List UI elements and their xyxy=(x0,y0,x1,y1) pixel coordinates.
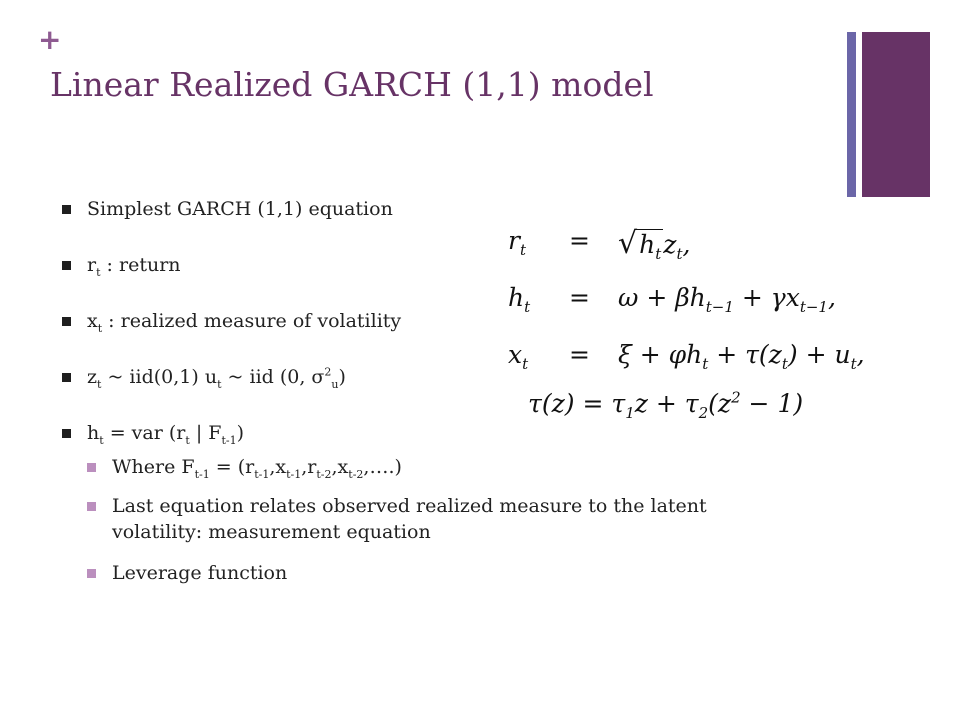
sub-bullet-list xyxy=(87,454,802,586)
eq-sign: = xyxy=(569,226,590,255)
eq-rhs: $√h_tz_t$, xyxy=(618,226,691,263)
bullet-text: Simplest GARCH (1,1) equation xyxy=(87,198,393,220)
bullet-text: : return xyxy=(100,254,181,276)
sub-bullet-text: ,r xyxy=(301,456,317,478)
subscript: t-1 xyxy=(286,467,302,481)
subscript: t xyxy=(96,265,101,279)
bullet-text: ~ iid (0, σ xyxy=(221,366,325,388)
accent-bar-thick xyxy=(862,32,930,197)
sub-bullet-text: ,x xyxy=(331,456,349,478)
eq-lhs: $x_t$ xyxy=(508,340,529,373)
accent-bar-thin xyxy=(847,32,856,197)
subscript: t xyxy=(185,433,190,447)
sub-bullet-item xyxy=(87,493,802,545)
sub-bullet-text: ,x xyxy=(269,456,287,478)
bullet-text: = var (r xyxy=(103,422,186,444)
subscript: t-2 xyxy=(316,467,332,481)
equation-measurement xyxy=(493,332,863,389)
superscript: 2 xyxy=(324,365,332,379)
bullet-text: ~ iid(0,1) u xyxy=(101,366,218,388)
eq-lhs: $r_t$ xyxy=(508,226,526,259)
bullet-text: z xyxy=(87,366,98,388)
eq-rhs: $\omega + \beta h_{t-1} + \gamma x_{t-1}$, xyxy=(618,283,836,316)
equation-block xyxy=(493,218,863,446)
bullet-text: r xyxy=(87,254,97,276)
subscript: t xyxy=(217,377,222,391)
subscript: t xyxy=(97,377,102,391)
eq-leverage-text: $\tau(z) = \tau_1z + \tau_2(z^2 - 1)$ xyxy=(528,388,804,422)
bullet-square-icon xyxy=(62,261,71,270)
sub-bullet-square-icon xyxy=(87,502,96,511)
bullet-square-icon xyxy=(62,317,71,326)
subscript: u xyxy=(331,377,339,391)
subscript: t-1 xyxy=(194,467,210,481)
sub-bullet-square-icon xyxy=(87,463,96,472)
bullet-text: : realized measure of volatility xyxy=(102,310,402,332)
slide-title: Linear Realized GARCH (1,1) model xyxy=(50,65,654,104)
plus-mark: + xyxy=(38,23,62,56)
bullet-text: x xyxy=(87,310,98,332)
bullet-text: ) xyxy=(338,366,346,388)
subscript: t-1 xyxy=(221,433,237,447)
bullet-square-icon xyxy=(62,429,71,438)
sub-bullet-text: = (r xyxy=(209,456,255,478)
subscript: t-2 xyxy=(348,467,364,481)
bullet-square-icon xyxy=(62,373,71,382)
bullet-text: | F xyxy=(189,422,222,444)
equation-leverage xyxy=(493,389,863,446)
sub-bullet-item xyxy=(87,560,802,586)
bullet-text: h xyxy=(87,422,100,444)
sub-bullet-text: ,….) xyxy=(363,456,402,478)
subscript: t xyxy=(99,433,104,447)
equation-variance xyxy=(493,275,863,332)
sub-bullet-text: Leverage function xyxy=(112,562,288,584)
eq-lhs: $h_t$ xyxy=(508,283,531,316)
subscript: t xyxy=(97,321,103,335)
eq-rhs: $\xi + \varphi h_t + \tau(z_t) + u_t$, xyxy=(618,340,865,373)
eq-sign: = xyxy=(569,340,590,369)
sub-bullet-text: Last equation relates observed realized measure to the latent volatility: measurement equation xyxy=(112,495,707,543)
subscript: t-1 xyxy=(254,467,270,481)
sqrt-symbol: $√h_t$ xyxy=(618,226,662,263)
sub-bullet-text: Where F xyxy=(112,456,195,478)
sub-bullet-item xyxy=(87,454,802,480)
sub-bullet-square-icon xyxy=(87,569,96,578)
equation-return xyxy=(493,218,863,275)
eq-sign: = xyxy=(569,283,590,312)
bullet-square-icon xyxy=(62,205,71,214)
bullet-text: ) xyxy=(236,422,245,444)
